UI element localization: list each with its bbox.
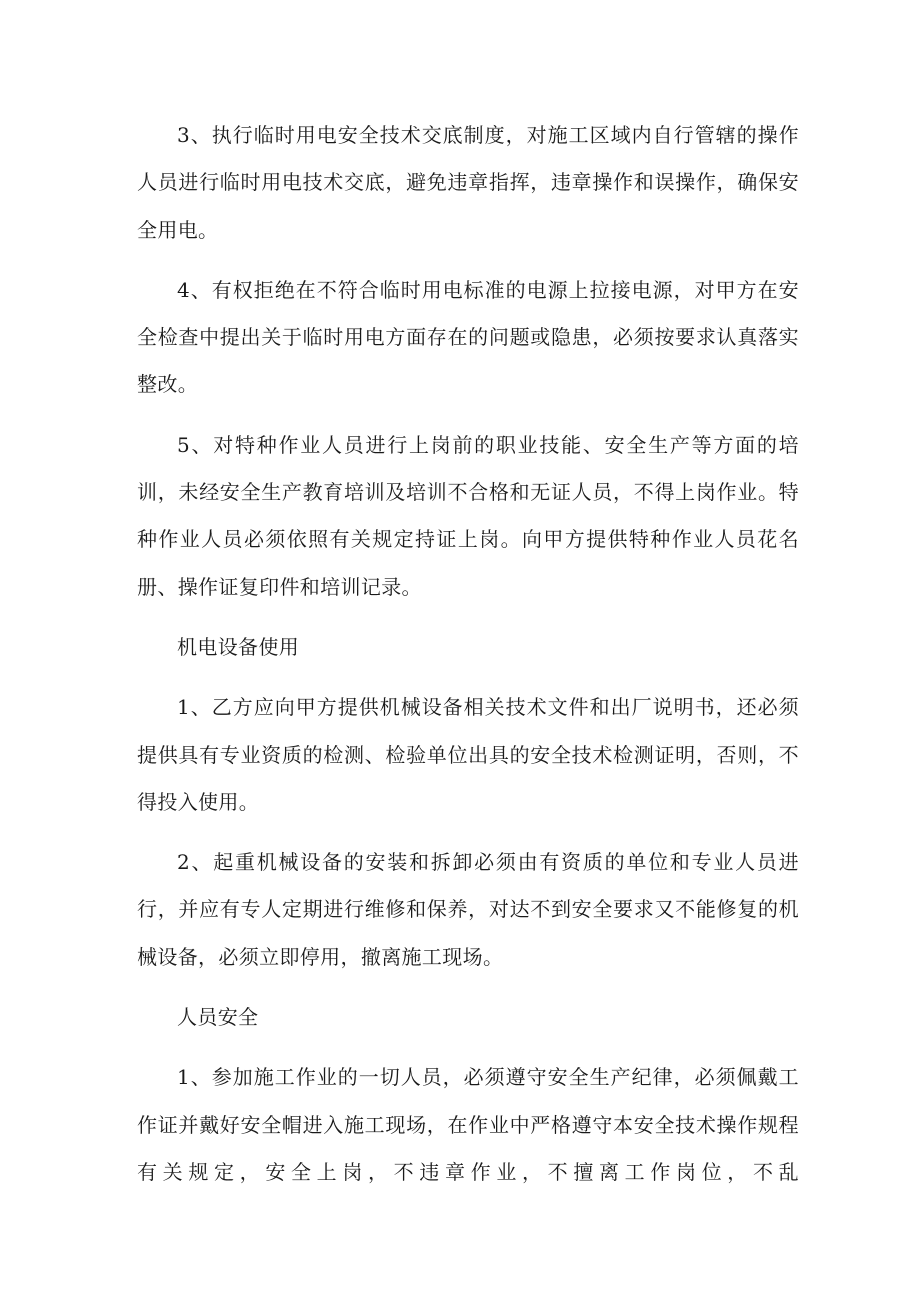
paragraph-item-3: 3、执行临时用电安全技术交底制度，对施工区域内自行管辖的操作人员进行临时用电技术交底，避免违章指挥，违章操作和误操作，确保安全用电。 xyxy=(137,123,799,242)
paragraph-equipment-2: 2、起重机械设备的安装和拆卸必须由有资质的单位和专业人员进行，并应有专人定期进行维修和保养，对达不到安全要求又不能修复的机械设备，必须立即停用，撤离施工现场。 xyxy=(137,850,799,969)
paragraph-equipment-1: 1、乙方应向甲方提供机械设备相关技术文件和出厂说明书，还必须提供具有专业资质的检测、检验单位出具的安全技术检测证明，否则，不得投入使用。 xyxy=(137,695,799,814)
section-heading-personnel: 人员安全 xyxy=(177,1005,259,1030)
paragraph-item-5: 5、对特种作业人员进行上岗前的职业技能、安全生产等方面的培训，未经安全生产教育培训及培训不合格和无证人员，不得上岗作业。特种作业人员必须依照有关规定持证上岗。向甲方提供特种作业人员花名册、操作证复印件和培训记录。 xyxy=(137,432,799,599)
document-body xyxy=(137,112,799,1209)
paragraph-personnel-1: 1、参加施工作业的一切人员，必须遵守安全生产纪律，必须佩戴工作证并戴好安全帽进入施工现场，在作业中严格遵守本安全技术操作规程有关规定，安全上岗，不违章作业，不擅离工作岗位，不乱 xyxy=(137,1065,799,1184)
paragraph-item-4: 4、有权拒绝在不符合临时用电标准的电源上拉接电源，对甲方在安全检查中提出关于临时用电方面存在的问题或隐患，必须按要求认真落实整改。 xyxy=(137,277,799,397)
section-heading-equipment: 机电设备使用 xyxy=(177,634,300,659)
